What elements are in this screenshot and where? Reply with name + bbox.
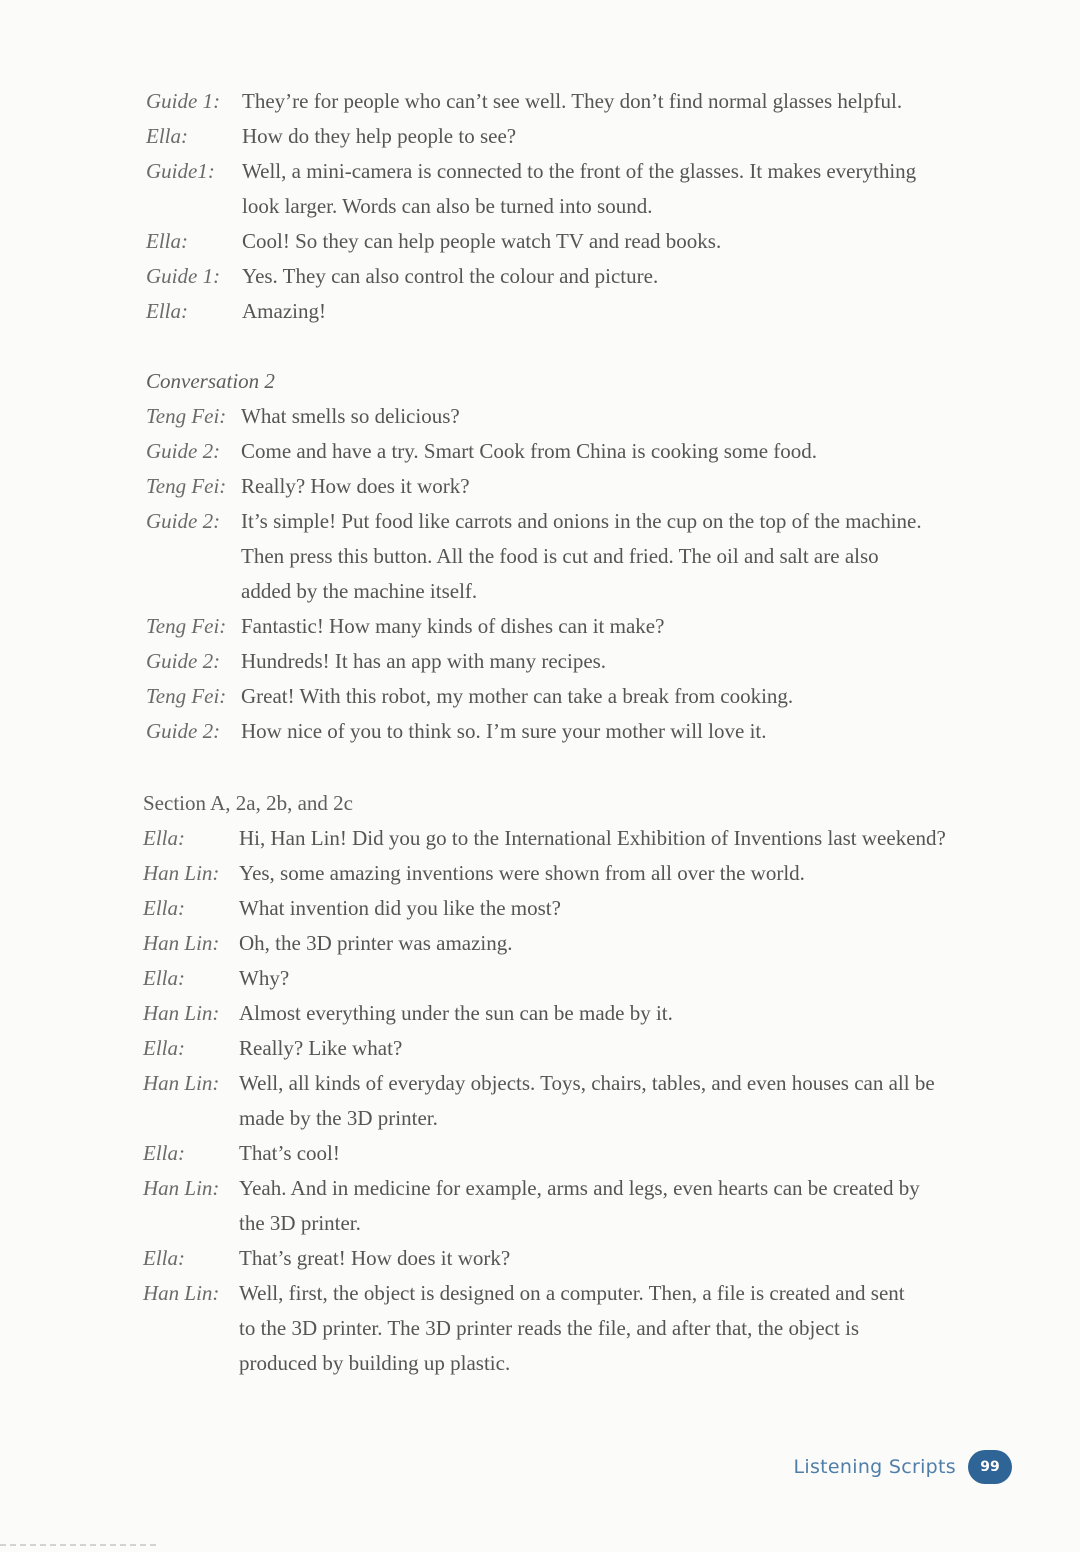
speaker-label: Guide1: [146, 159, 215, 183]
dialogue-line [143, 1276, 988, 1311]
dialogue-text: What invention did you like the most? [239, 896, 561, 920]
dialogue-line [146, 259, 986, 294]
speaker-label: Han Lin: [143, 931, 220, 955]
footer-section-title: Listening Scripts [793, 1456, 956, 1478]
dialogue-text: How do they help people to see? [242, 124, 517, 148]
conversation-2-heading: Conversation 2 [146, 369, 275, 393]
dialogue-line [143, 926, 988, 961]
speaker-label: Guide 2: [146, 509, 221, 533]
dialogue-line-continued [146, 574, 986, 609]
dialogue-line [146, 399, 986, 434]
dialogue-text: Yeah. And in medicine for example, arms and legs, even hearts can be created by [239, 1176, 920, 1200]
dialogue-line [146, 154, 986, 189]
dialogue-line [146, 119, 986, 154]
dialogue-line-continued [143, 1346, 988, 1381]
dialogue-text: How nice of you to think so. I’m sure your mother will love it. [241, 719, 767, 743]
speaker-label: Ella: [143, 1246, 185, 1270]
dialogue-line [146, 294, 986, 329]
page-footer [794, 1450, 1012, 1484]
dialogue-line [146, 679, 986, 714]
speaker-label: Ella: [146, 124, 188, 148]
dialogue-line [146, 609, 986, 644]
dialogue-line-continued [146, 189, 986, 224]
dialogue-line [143, 1136, 988, 1171]
speaker-label: Ella: [143, 1036, 185, 1060]
dialogue-text: Fantastic! How many kinds of dishes can it make? [241, 614, 665, 638]
dialogue-text: They’re for people who can’t see well. They don’t find normal glasses helpful. [242, 89, 903, 113]
dialogue-text: made by the 3D printer. [239, 1106, 438, 1130]
dialogue-line [146, 469, 986, 504]
speaker-label: Guide 1: [146, 89, 221, 113]
dialogue-text: That’s cool! [239, 1141, 340, 1165]
dialogue-text: That’s great! How does it work? [239, 1246, 511, 1270]
dialogue-text: added by the machine itself. [241, 579, 478, 603]
speaker-label: Han Lin: [143, 1071, 220, 1095]
dialogue-text: Really? Like what? [239, 1036, 403, 1060]
speaker-label: Ella: [143, 966, 185, 990]
speaker-label: Ella: [146, 229, 188, 253]
page-number-badge: 99 [968, 1450, 1012, 1484]
dialogue-text: Well, all kinds of everyday objects. Toys, chairs, tables, and even houses can all be [239, 1071, 935, 1095]
dialogue-line [146, 644, 986, 679]
speaker-label: Teng Fei: [146, 684, 227, 708]
dialogue-text: Great! With this robot, my mother can take a break from cooking. [241, 684, 794, 708]
dialogue-line [143, 821, 988, 856]
dialogue-line [143, 1031, 988, 1066]
dialogue-text: It’s simple! Put food like carrots and onions in the cup on the top of the machine. [241, 509, 922, 533]
dialogue-line [143, 961, 988, 996]
speaker-label: Han Lin: [143, 861, 220, 885]
scan-edge-mark [0, 1544, 160, 1546]
speaker-label: Guide 2: [146, 439, 221, 463]
dialogue-line [143, 856, 988, 891]
dialogue-line [146, 714, 986, 749]
dialogue-line [143, 1066, 988, 1101]
conversation-1-block [146, 84, 986, 329]
dialogue-text: Cool! So they can help people watch TV and read books. [242, 229, 722, 253]
dialogue-text: Then press this button. All the food is cut and fried. The oil and salt are also [241, 544, 879, 568]
speaker-label: Ella: [146, 299, 188, 323]
section-heading: Section A, 2a, 2b, and 2c [143, 791, 353, 815]
dialogue-text: look larger. Words can also be turned into sound. [242, 194, 653, 218]
speaker-label: Guide 2: [146, 719, 221, 743]
dialogue-text: Amazing! [242, 299, 326, 323]
section-a-block [143, 786, 988, 1381]
dialogue-text: Almost everything under the sun can be made by it. [239, 1001, 673, 1025]
speaker-label: Han Lin: [143, 1281, 220, 1305]
speaker-label: Teng Fei: [146, 474, 227, 498]
speaker-label: Teng Fei: [146, 614, 227, 638]
dialogue-line [143, 996, 988, 1031]
dialogue-text: Come and have a try. Smart Cook from China is cooking some food. [241, 439, 818, 463]
dialogue-line [146, 84, 986, 119]
dialogue-text: produced by building up plastic. [239, 1351, 511, 1375]
dialogue-line [143, 1241, 988, 1276]
speaker-label: Han Lin: [143, 1001, 220, 1025]
dialogue-text: Oh, the 3D printer was amazing. [239, 931, 513, 955]
dialogue-line [143, 891, 988, 926]
dialogue-text: Well, a mini-camera is connected to the front of the glasses. It makes everything [242, 159, 917, 183]
speaker-label: Ella: [143, 896, 185, 920]
dialogue-text: the 3D printer. [239, 1211, 361, 1235]
dialogue-text: Yes, some amazing inventions were shown from all over the world. [239, 861, 805, 885]
speaker-label: Teng Fei: [146, 404, 227, 428]
conversation-2-block [146, 364, 986, 749]
speaker-label: Han Lin: [143, 1176, 220, 1200]
speaker-label: Guide 2: [146, 649, 221, 673]
dialogue-text: Yes. They can also control the colour and picture. [242, 264, 659, 288]
speaker-label: Ella: [143, 826, 185, 850]
dialogue-line [146, 504, 986, 539]
speaker-label: Ella: [143, 1141, 185, 1165]
dialogue-text: Hundreds! It has an app with many recipes. [241, 649, 607, 673]
dialogue-text: What smells so delicious? [241, 404, 460, 428]
dialogue-line [143, 1171, 988, 1206]
dialogue-text: Well, first, the object is designed on a computer. Then, a file is created and sent [239, 1281, 905, 1305]
dialogue-line [146, 434, 986, 469]
dialogue-line [146, 224, 986, 259]
dialogue-text: Really? How does it work? [241, 474, 470, 498]
dialogue-line-continued [143, 1206, 988, 1241]
dialogue-line-continued [146, 539, 986, 574]
speaker-label: Guide 1: [146, 264, 221, 288]
dialogue-line-continued [143, 1101, 988, 1136]
dialogue-text: Hi, Han Lin! Did you go to the International Exhibition of Inventions last weekend? [239, 826, 946, 850]
dialogue-text: Why? [239, 966, 290, 990]
dialogue-line-continued [143, 1311, 988, 1346]
dialogue-text: to the 3D printer. The 3D printer reads the file, and after that, the object is [239, 1316, 860, 1340]
